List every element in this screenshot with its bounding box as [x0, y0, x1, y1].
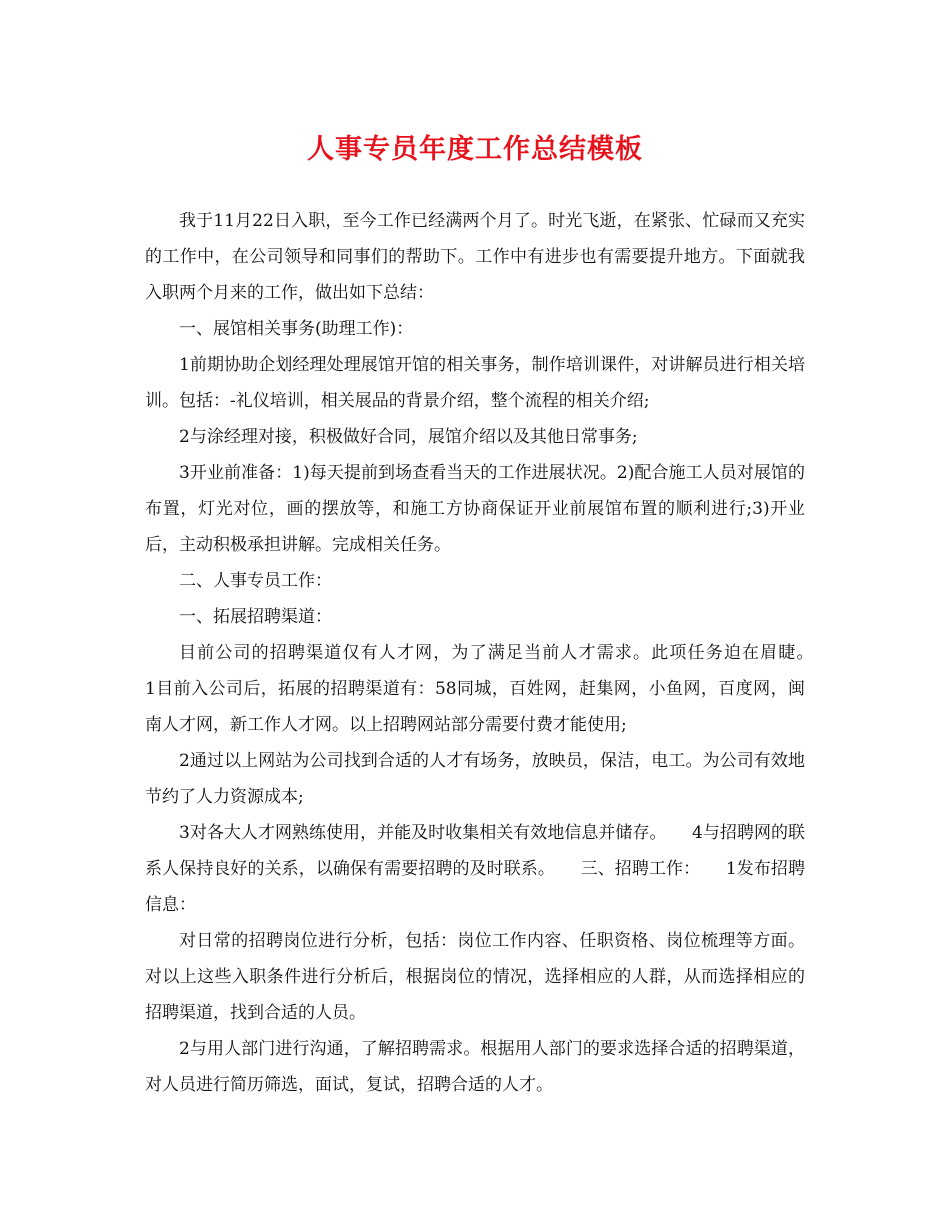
paragraph: 目前公司的招聘渠道仅有人才网，为了满足当前人才需求。此项任务迫在眉睫。 1目前入公司后，拓展的招聘渠道有：58同城，百姓网，赶集网，小鱼网，百度网，闽南人才网，新工作人才网。以上招聘网站部分需要付费才能使用; [145, 643, 839, 735]
document-title: 人事专员年度工作总结模板 [307, 134, 643, 165]
paragraph: 1前期协助企划经理处理展馆开馆的相关事务，制作培训课件，对讲解员进行相关培训。包括：-礼仪培训，相关展品的背景介绍，整个流程的相关介绍; [145, 355, 805, 411]
subsection-heading: 一、拓展招聘渠道： [179, 607, 332, 627]
paragraph: 2通过以上网站为公司找到合适的人才有场务，放映员，保洁，电工。为公司有效地节约了人力资源成本; [145, 751, 805, 807]
paragraph: 2与用人部门进行沟通，了解招聘需求。根据用人部门的要求选择合适的招聘渠道，对人员进行简历筛选，面试，复试，招聘合适的人才。 [145, 1039, 805, 1095]
paragraph: 对日常的招聘岗位进行分析，包括：岗位工作内容、任职资格、岗位梳理等方面。对以上这些入职条件进行分析后，根据岗位的情况，选择相应的人群，从而选择相应的招聘渠道，找到合适的人员。 [145, 931, 805, 1023]
section-heading: 二、人事专员工作： [179, 571, 332, 591]
document-body [145, 203, 839, 1103]
paragraph: 3对各大人才网熟练使用，并能及时收集相关有效地信息并储存。 4与招聘网的联系人保持良好的关系，以确保有需要招聘的及时联系。 三、招聘工作： 1发布招聘信息： [145, 823, 805, 915]
paragraph: 3开业前准备：1)每天提前到场查看当天的工作进展状况。2)配合施工人员对展馆的布置，灯光对位，画的摆放等，和施工方协商保证开业前展馆布置的顺利进行;3)开业后，主动积极承担讲解。完成相关任务。 [145, 463, 805, 555]
paragraph: 2与涂经理对接，积极做好合同，展馆介绍以及其他日常事务; [179, 427, 638, 447]
section-heading: 一、展馆相关事务(助理工作)： [179, 319, 414, 339]
paragraph: 我于11月22日入职，至今工作已经满两个月了。时光飞逝，在紧张、忙碌而又充实的工作中，在公司领导和同事们的帮助下。工作中有进步也有需要提升地方。下面就我入职两个月来的工作，做出如下总结： [145, 211, 805, 303]
